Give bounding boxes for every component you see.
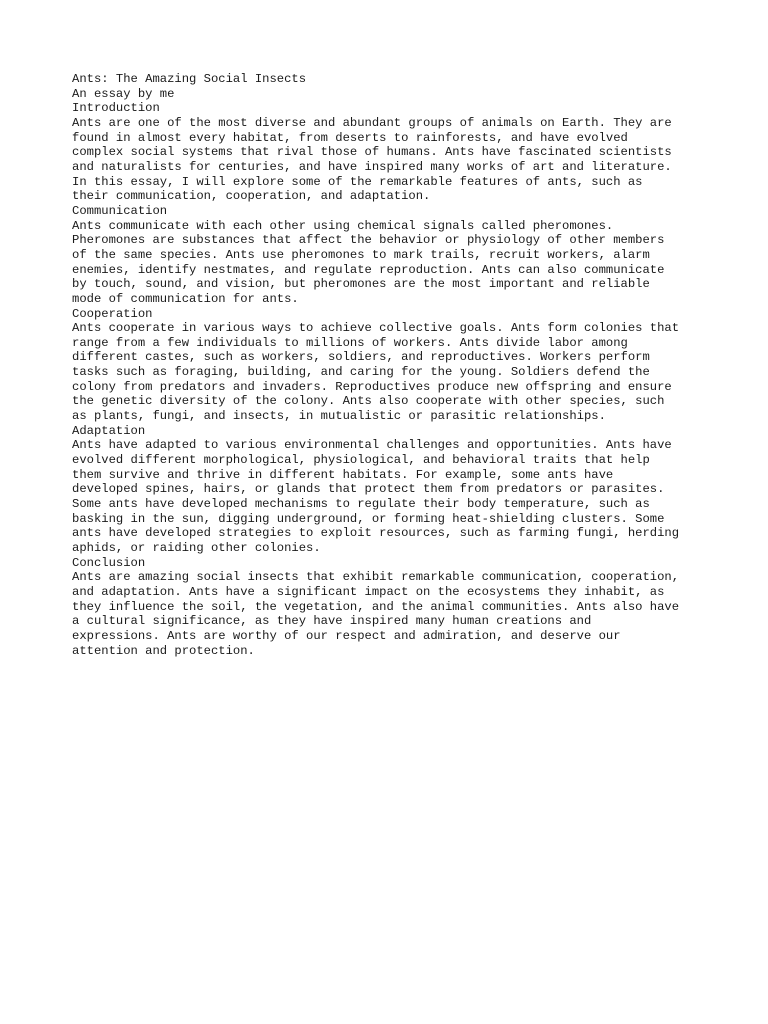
paragraph-line: found in almost every habitat, from deserts to rainforests, and have evolved <box>72 130 628 145</box>
paragraph-line: different castes, such as workers, soldiers, and reproductives. Workers perform <box>72 350 650 365</box>
paragraph-line: aphids, or raiding other colonies. <box>72 541 321 555</box>
paragraph-line: a cultural significance, as they have inspired many human creations and <box>72 614 592 629</box>
section-heading: Communication <box>72 203 168 218</box>
paragraph-line: their communication, cooperation, and adaptation. <box>72 189 431 204</box>
section-cooperation <box>72 307 712 424</box>
paragraph-line: complex social systems that rival those of humans. Ants have fascinated scientists <box>72 145 672 160</box>
paragraph-line: Ants cooperate in various ways to achieve collective goals. Ants form colonies that <box>72 321 680 336</box>
section-heading: Adaptation <box>72 423 146 438</box>
paragraph-line: Ants have adapted to various environmental challenges and opportunities. Ants have <box>72 438 672 453</box>
paragraph-line: range from a few individuals to millions of workers. Ants divide labor among <box>72 335 628 350</box>
section-conclusion <box>72 556 712 659</box>
paragraph-line: colony from predators and invaders. Reproductives produce new offspring and ensure <box>72 379 672 394</box>
paragraph-line: attention and protection. <box>72 643 255 658</box>
section-heading: Cooperation <box>72 306 153 321</box>
paragraph-line: and adaptation. Ants have a significant impact on the ecosystems they inhabit, as <box>72 584 665 599</box>
paragraph-line: Ants are one of the most diverse and abundant groups of animals on Earth. They are <box>72 115 672 130</box>
section-heading: Introduction <box>72 101 160 116</box>
section-adaptation <box>72 424 712 556</box>
paragraph-line: ants have developed strategies to exploit resources, such as farming fungi, herding <box>72 526 680 541</box>
paragraph-line: developed spines, hairs, or glands that protect them from predators or parasites. <box>72 482 665 497</box>
section-introduction <box>72 101 712 204</box>
paragraph-line: Some ants have developed mechanisms to regulate their body temperature, such as <box>72 497 650 512</box>
paragraph-line: enemies, identify nestmates, and regulate reproduction. Ants can also communicate <box>72 262 665 277</box>
paragraph-line: evolved different morphological, physiological, and behavioral traits that help <box>72 453 650 468</box>
paragraph-line: they influence the soil, the vegetation, and the animal communities. Ants also have <box>72 599 680 614</box>
paragraph-line: as plants, fungi, and insects, in mutualistic or parasitic relationships. <box>72 409 606 424</box>
paragraph-line: the genetic diversity of the colony. Ants also cooperate with other species, such <box>72 394 665 409</box>
document-byline: An essay by me <box>72 86 175 101</box>
paragraph-line: Ants communicate with each other using chemical signals called pheromones. <box>72 218 614 233</box>
paragraph-line: them survive and thrive in different habitats. For example, some ants have <box>72 467 614 482</box>
paragraph-line: of the same species. Ants use pheromones to mark trails, recruit workers, alarm <box>72 247 650 262</box>
paragraph-line: and naturalists for centuries, and have inspired many works of art and literature. <box>72 159 672 174</box>
paragraph-line: basking in the sun, digging underground, or forming heat-shielding clusters. Some <box>72 511 665 526</box>
section-heading: Conclusion <box>72 555 146 570</box>
section-communication <box>72 204 712 307</box>
paragraph-line: Pheromones are substances that affect the behavior or physiology of other members <box>72 233 665 248</box>
paragraph-line: expressions. Ants are worthy of our respect and admiration, and deserve our <box>72 628 621 643</box>
document-title: Ants: The Amazing Social Insects <box>72 72 307 86</box>
paragraph-line: tasks such as foraging, building, and caring for the young. Soldiers defend the <box>72 365 650 380</box>
paragraph-line: In this essay, I will explore some of the remarkable features of ants, such as <box>72 174 643 189</box>
paragraph-line: mode of communication for ants. <box>72 291 299 306</box>
document-page <box>72 72 712 658</box>
paragraph-line: Ants are amazing social insects that exhibit remarkable communication, cooperation, <box>72 570 680 585</box>
paragraph-line: by touch, sound, and vision, but pheromones are the most important and reliable <box>72 277 650 292</box>
